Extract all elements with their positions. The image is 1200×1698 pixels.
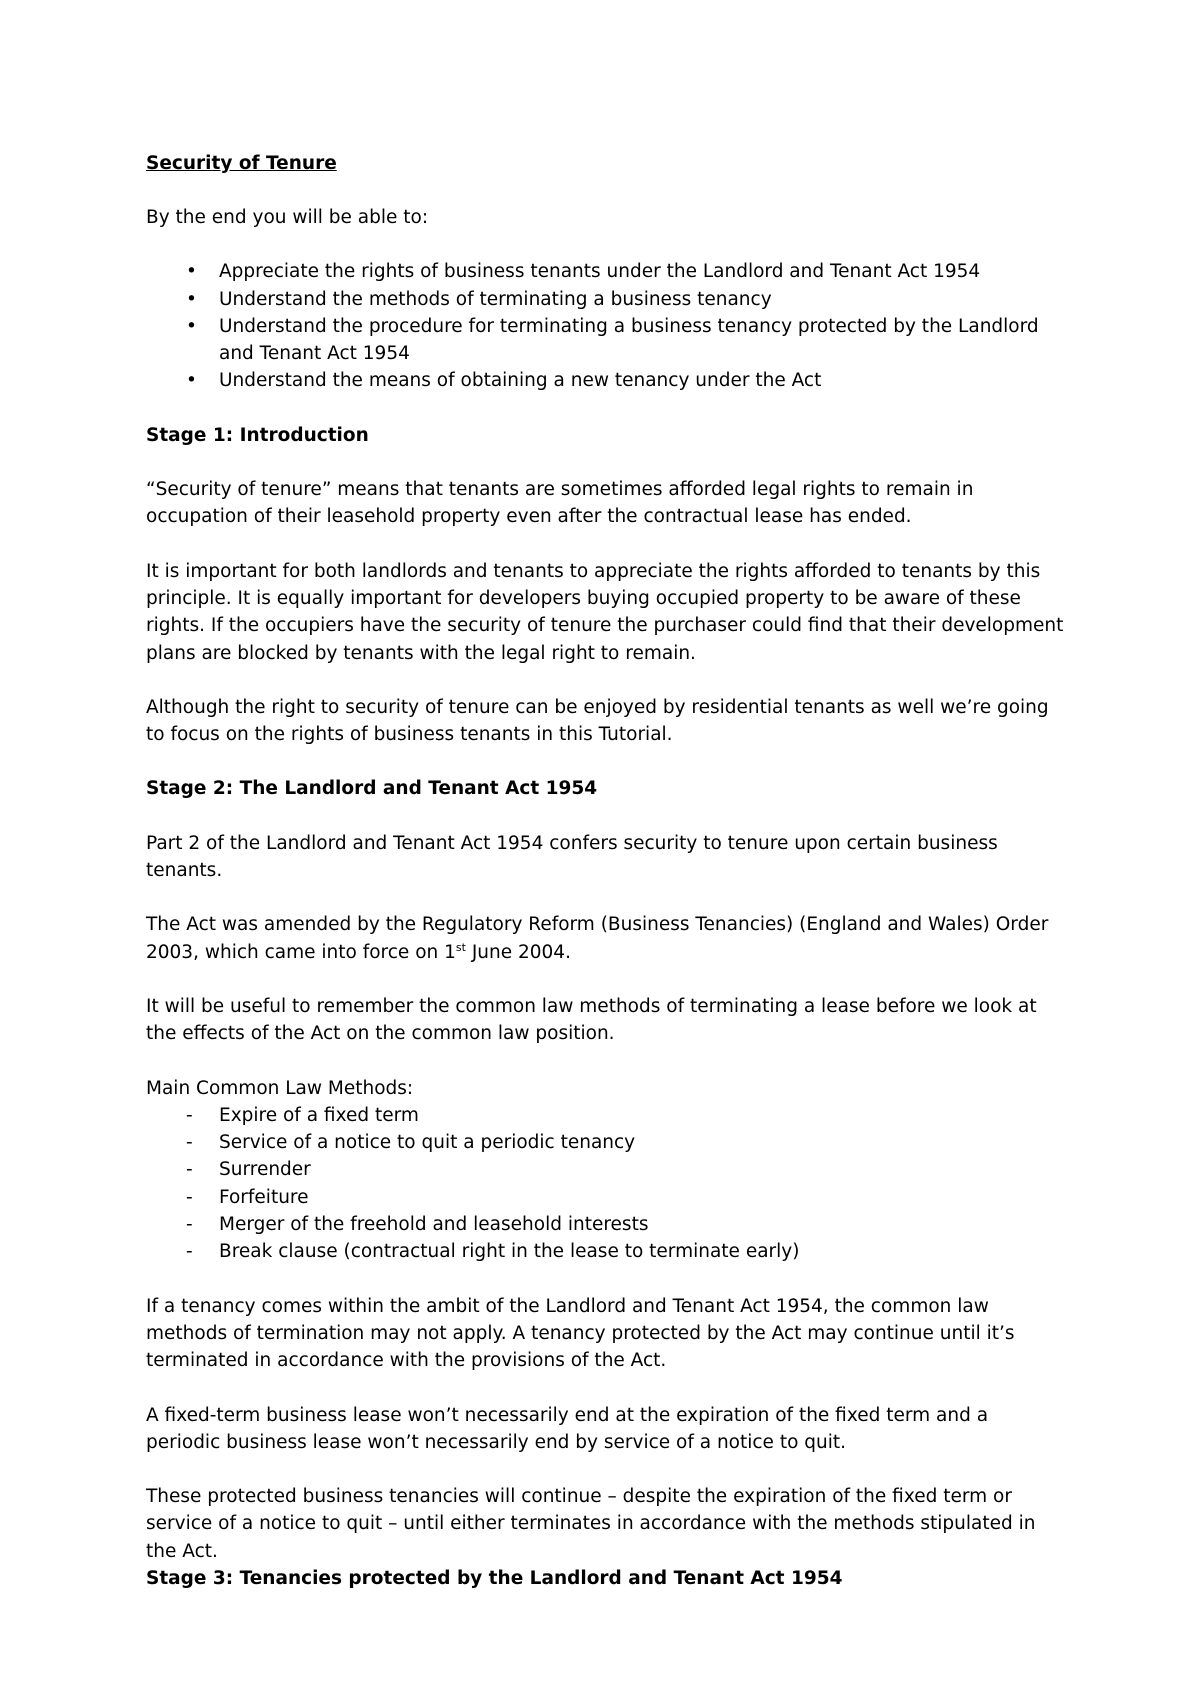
method-item: - Service of a notice to quit a periodic tenancy xyxy=(146,1129,1066,1156)
bullet-icon: • xyxy=(186,261,197,283)
stage1-paragraph-2: It is important for both landlords and tenants to appreciate the rights afforded to tenants by this principle. It is equally important for developers buying occupied property to be aware of these rights. If the occupiers have the security of tenure the purchaser could find that their development plans are blocked by tenants with the legal right to remain. xyxy=(146,560,1064,664)
dash-icon: - xyxy=(186,1132,193,1154)
dash-icon: - xyxy=(186,1214,193,1236)
dash-icon: - xyxy=(186,1159,193,1181)
methods-label: Main Common Law Methods: xyxy=(146,1077,414,1099)
method-item: - Merger of the freehold and leasehold interests xyxy=(146,1211,1066,1238)
bullet-icon: • xyxy=(186,370,197,392)
intro-text: By the end you will be able to: xyxy=(146,207,429,228)
stage1-heading: Stage 1: Introduction xyxy=(146,424,369,446)
dash-icon: - xyxy=(186,1104,193,1126)
stage2-paragraph-3: It will be useful to remember the common law methods of terminating a lease before we look at the effects of the Act on the common law position. xyxy=(146,995,1037,1045)
stage2-paragraph-4: If a tenancy comes within the ambit of the Landlord and Tenant Act 1954, the common law methods of termination may not apply. A tenancy protected by the Act may continue until it’s terminated in accordance with the provisions of the Act. xyxy=(146,1295,1015,1372)
methods-list xyxy=(146,1102,1066,1266)
stage2-paragraph-5: A fixed-term business lease won’t necessarily end at the expiration of the fixed term and a periodic business lease won’t necessarily end by service of a notice to quit. xyxy=(146,1404,989,1453)
method-item: - Break clause (contractual right in the lease to terminate early) xyxy=(146,1238,1066,1265)
objectives-list xyxy=(146,258,1066,394)
stage2-paragraph-2: The Act was amended by the Regulatory Reform (Business Tenancies) (England and Wales) Order 2003, which came into force on 1st June 2004. xyxy=(146,914,1049,963)
dash-icon: - xyxy=(186,1186,193,1208)
stage3-heading: Stage 3: Tenancies protected by the Landlord and Tenant Act 1954 xyxy=(146,1567,843,1589)
objective-item: • Understand the procedure for terminating a business tenancy protected by the Landlord and Tenant Act 1954 xyxy=(146,313,1066,368)
bullet-icon: • xyxy=(186,288,197,310)
dash-icon: - xyxy=(186,1241,193,1263)
stage2-paragraph-1: Part 2 of the Landlord and Tenant Act 1954 confers security to tenure upon certain business tenants. xyxy=(146,832,998,882)
objective-item: • Understand the methods of terminating a business tenancy xyxy=(146,286,1066,313)
objective-item: • Appreciate the rights of business tenants under the Landlord and Tenant Act 1954 xyxy=(146,258,1066,285)
method-item: - Expire of a fixed term xyxy=(146,1102,1066,1129)
stage1-paragraph-3: Although the right to security of tenure can be enjoyed by residential tenants as well we’re going to focus on the rights of business tenants in this Tutorial. xyxy=(146,696,1049,746)
method-item: - Forfeiture xyxy=(146,1184,1066,1211)
method-item: - Surrender xyxy=(146,1156,1066,1183)
stage1-paragraph-1: “Security of tenure” means that tenants are sometimes afforded legal rights to remain in occupation of their leasehold property even after the contractual lease has ended. xyxy=(146,479,974,528)
objective-item: • Understand the means of obtaining a new tenancy under the Act xyxy=(146,367,1066,394)
page-title: Security of Tenure xyxy=(146,153,337,174)
stage2-heading: Stage 2: The Landlord and Tenant Act 1954 xyxy=(146,778,598,800)
bullet-icon: • xyxy=(186,315,197,337)
stage2-paragraph-6: These protected business tenancies will continue – despite the expiration of the fixed term or service of a notice to quit – until either terminates in accordance with the methods stipulated in the Act. xyxy=(146,1486,1036,1562)
document-body xyxy=(146,150,1066,1592)
